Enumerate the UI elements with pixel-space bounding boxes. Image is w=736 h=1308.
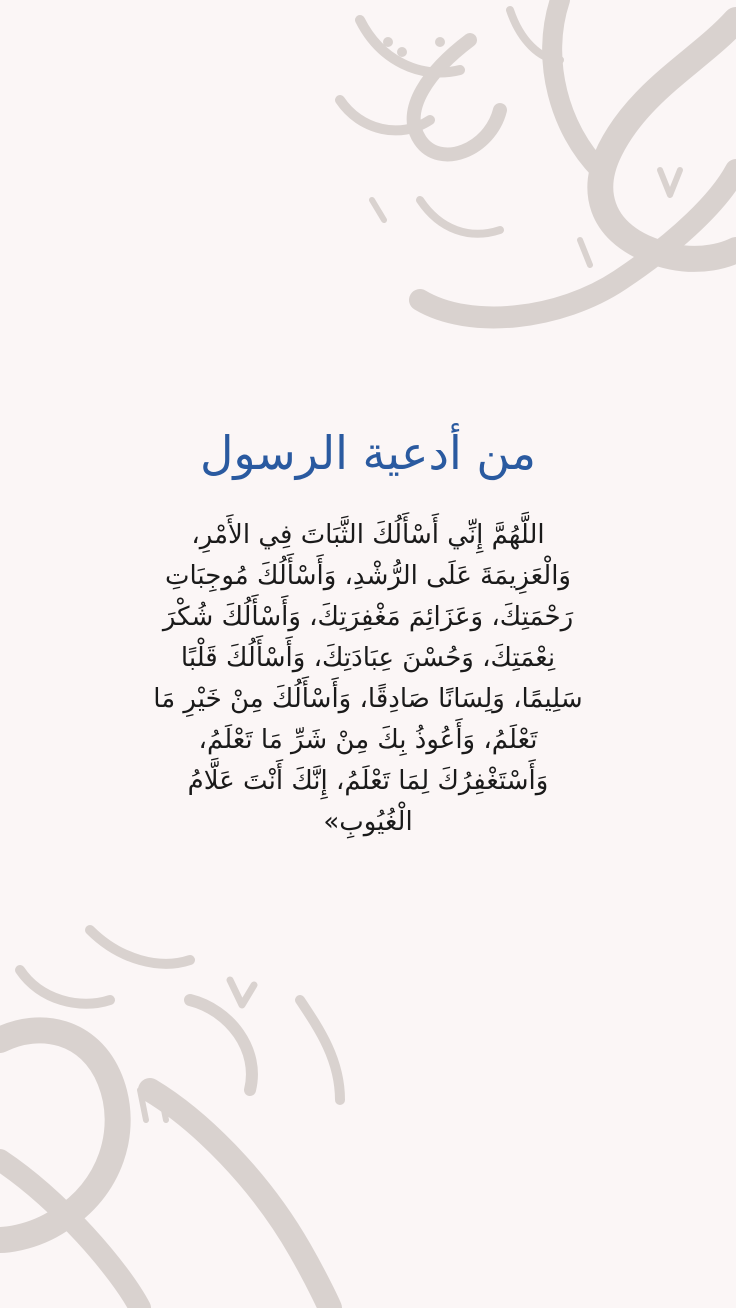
top-right-calligraphy <box>340 0 736 317</box>
dua-text: اللَّهُمَّ إِنِّي أَسْأَلُكَ الثَّبَاتَ فِي الأَمْرِ، وَالْعَزِيمَةَ عَلَى الرُّشْدِ، وَأَسْأَلُكَ مُوجِبَاتِ رَحْمَتِكَ، وَعَزَائِمَ مَغْفِرَتِكَ، وَأَسْأَلُكَ شُكْرَ نِعْمَتِكَ، وَحُسْنَ عِبَادَتِكَ، وَأَسْأَلُكَ قَلْبًا سَلِيمًا، وَلِسَانًا صَادِقًا، وَأَسْأَلُكَ مِنْ خَيْرِ مَا تَعْلَمُ، وَأَعُوذُ بِكَ مِنْ شَرِّ مَا تَعْلَمُ، وَأَسْتَغْفِرُكَ لِمَا تَعْلَمُ، إِنَّكَ أَنْتَ عَلَّامُ الْغُيُوبِ» <box>153 520 583 837</box>
bottom-left-calligraphy <box>0 930 340 1308</box>
page-title: من أدعية الرسول <box>199 426 537 480</box>
